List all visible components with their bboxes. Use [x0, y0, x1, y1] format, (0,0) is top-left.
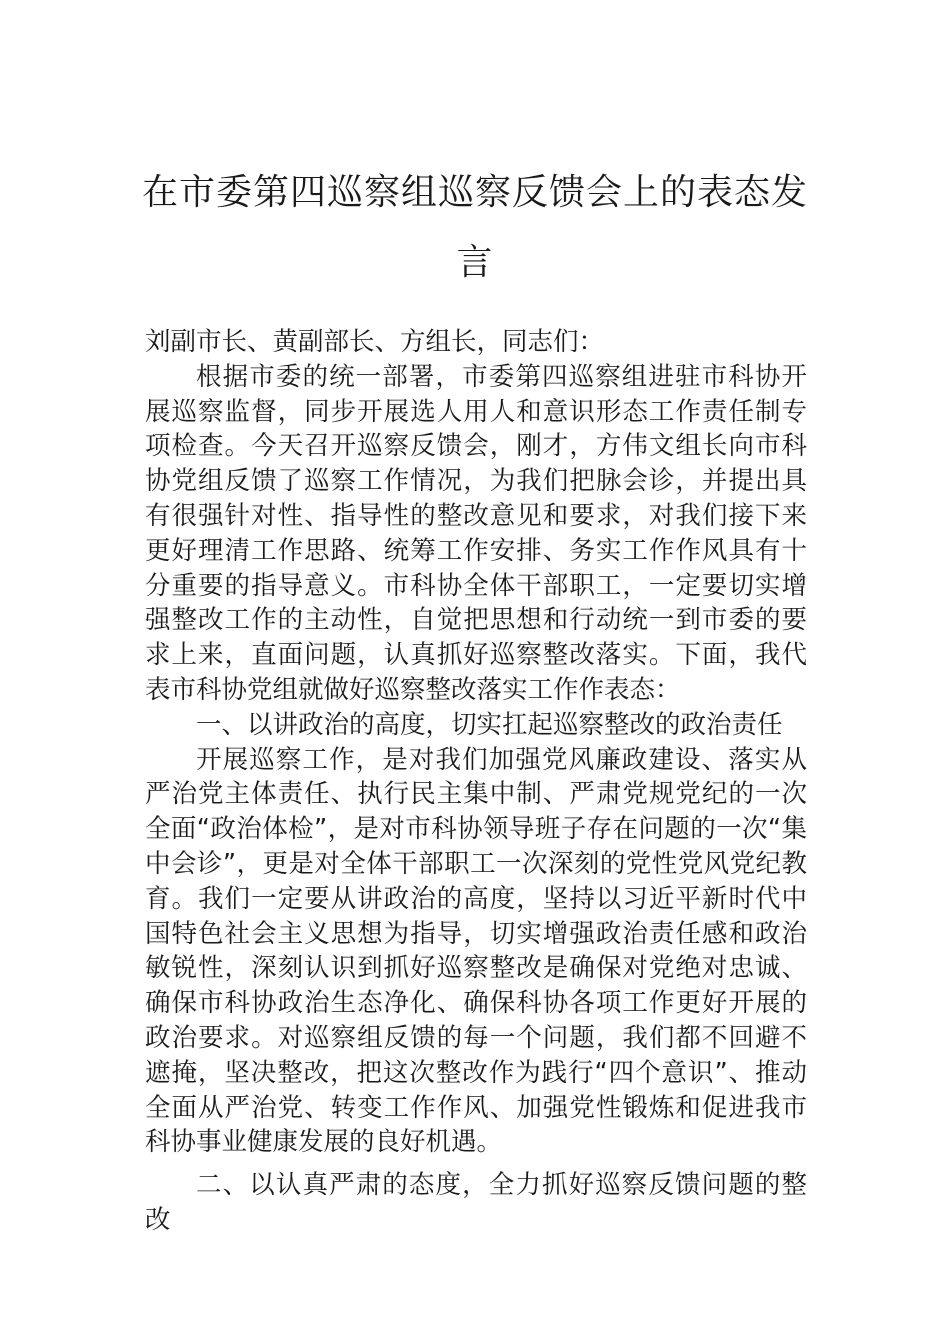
paragraph-section-1: 开展巡察工作，是对我们加强党风廉政建设、落实从严治党主体责任、执行民主集中制、严肃党规党纪的一次全面“政治体检”，是对市科协领导班子存在问题的一次“集中会诊”，更是对全体干部职工一次深刻的党性党风党纪教育。我们一定要从讲政治的高度，坚持以习近平新时代中国特色社会主义思想为指导，切实增强政治责任感和政治敏锐性，深刻认识到抓好巡察整改是确保对党绝对忠诚、确保市科协政治生态净化、确保科协各项工作更好开展的政治要求。对巡察组反馈的每一个问题，我们都不回避不遮掩，坚决整改，把这次整改作为践行“四个意识”、推动全面从严治党、转变工作作风、加强党性锻炼和促进我市科协事业健康发展的良好机遇。: [145, 744, 807, 1158]
document-title: 在市委第四巡察组巡察反馈会上的表态发言: [141, 172, 808, 283]
paragraph-intro: 根据市委的统一部署，市委第四巡察组进驻市科协开展巡察监督，同步开展选人用人和意识形态工作责任制专项检查。今天召开巡察反馈会，刚才，方伟文组长向市科协党组反馈了巡察工作情况，为我们把脉会诊，并提出具有很强针对性、指导性的整改意见和要求，对我们接下来更好理清工作思路、统筹工作安排、务实工作作风具有十分重要的指导意义。市科协全体干部职工，一定要切实增强整改工作的主动性，自觉把思想和行动统一到市委的要求上来，直面问题，认真抓好巡察整改落实。下面，我代表市科协党组就做好巡察整改落实工作作表态：: [145, 361, 807, 705]
salutation: 刘副市长、黄副部长、方组长，同志们：: [145, 327, 605, 357]
document-body: [145, 325, 807, 1238]
section-heading-1: 一、以讲政治的高度，切实扛起巡察整改的政治责任: [196, 709, 783, 740]
section-heading-2: 二、以认真严肃的态度，全力抓好巡察反馈问题的整改: [145, 1170, 807, 1235]
